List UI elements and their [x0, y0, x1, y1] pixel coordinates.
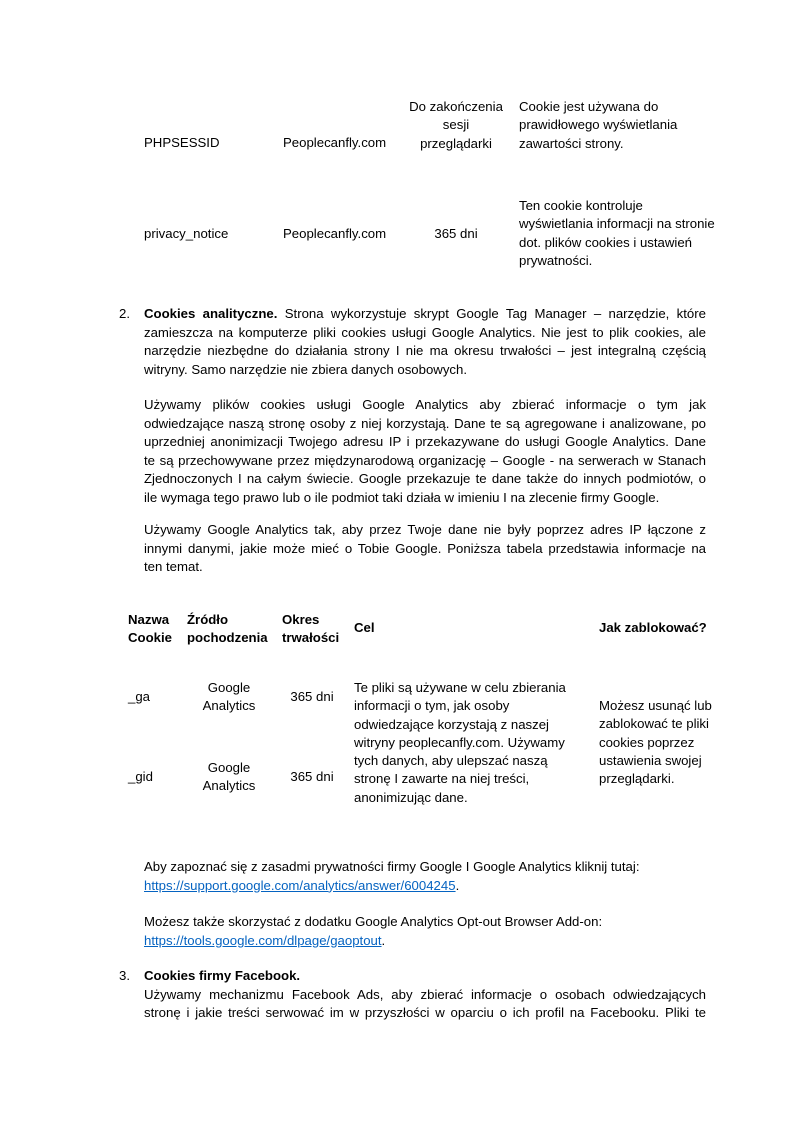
cookie-purpose-cell: Ten cookie kontroluje wyświetlania informacji na stronie dot. plików cookies i ustawień prywatności. [519, 198, 715, 268]
cookie-duration-cell: 365 dni [290, 769, 334, 784]
cookie-duration-cell: Do zakończenia sesji przeglądarki [409, 99, 503, 151]
list-number: 2. [119, 306, 130, 321]
cookie-duration-cell: 365 dni [290, 689, 334, 704]
section-title: Cookies analityczne. [144, 306, 278, 321]
cookie-source-cell: Peoplecanfly.com [283, 226, 387, 241]
analytics-paragraph-3: Używamy Google Analytics tak, aby przez Twoje dane nie były poprzez adres IP łączone z innymi danymi, jakie może mieć o Tobie Google. Poniższa tabela przedstawia informacje na ten temat. [144, 522, 706, 574]
cookie-block-cell: Możesz usunąć lub zablokować te pliki cookies poprzez ustawienia swojej przeglądarki. [599, 698, 712, 787]
optout-text: Możesz także skorzystać z dodatku Google Analytics Opt-out Browser Add-on: [144, 914, 603, 929]
section-title: Cookies firmy Facebook. [144, 968, 301, 983]
cookie-source-cell: Peoplecanfly.com [283, 135, 387, 150]
header-source: Źródło pochodzenia [187, 612, 268, 646]
cookie-purpose-cell: Cookie jest używana do prawidłowego wyświetlania zawartości strony. [519, 99, 678, 151]
list-number: 3. [119, 968, 130, 983]
cookie-name-cell: _ga [128, 689, 151, 704]
analytics-paragraph-2: Używamy plików cookies usługi Google Analytics aby zbierać informacje o tym jak odwiedzające naszą stronę osoby z niej korzystają. Dane te są agregowane i analizowane, po uprzedniej anonimizacji Twojego adresu IP i przekazywane do usługi Google Analytics. Dane te są przechowywane przez międzynarodową organizację – Google - na serwerach w Stanach Zjednoczonych I na całym świecie. Google przekazuje te dane także do innych podmiotów, o ile wymaga tego prawo lub o ile podmiot taki działa w imieniu I na zlecenie firmy Google. [144, 397, 706, 505]
cookie-purpose-cell: Te pliki są używane w celu zbierania informacji o tym, jak osoby odwiedzające korzystają z naszej witryny peoplecanfly.com. Używamy tych danych, aby ulepszać naszą stronę I zawarte na niej treści, anonimizując dane. [354, 680, 566, 805]
facebook-paragraph: Cookies firmy Facebook. Używamy mechanizmu Facebook Ads, aby zbierać informacje o osobach odwiedzających stronę i jakie treści serwować im w przyszłości w oparciu o ich profil na Facebooku. Pliki te [144, 968, 706, 1020]
analytics-paragraph-1: Cookies analityczne. Strona wykorzystuje skrypt Google Tag Manager – narzędzie, które zamieszcza na komputerze pliki cookies usługi Google Analytics. Nie jest to plik cookies, ale narzędzie niezbędne do działania strony I nie ma okresu trwałości – jest integralną częścią witryny. Samo narzędzie nie zbiera danych osobowych. [144, 306, 706, 377]
header-how-to-block: Jak zablokować? [599, 620, 707, 635]
cookie-name-cell: _gid [128, 769, 153, 784]
privacy-text: Aby zapoznać się z zasadmi prywatności firmy Google I Google Analytics kliknij tutaj: [144, 859, 640, 874]
cookie-name-cell: PHPSESSID [144, 135, 220, 150]
ga-optout-link[interactable]: https://tools.google.com/dlpage/gaoptout [144, 932, 382, 948]
cookie-source-cell: Google Analytics [202, 680, 256, 714]
header-duration: Okres trwałości [282, 612, 340, 646]
header-purpose: Cel [354, 620, 375, 635]
google-privacy-link[interactable]: https://support.google.com/analytics/answer/6004245 [144, 877, 456, 893]
cookie-name-cell: privacy_notice [144, 226, 229, 241]
header-cookie-name: Nazwa Cookie [128, 612, 172, 646]
cookie-duration-cell: 365 dni [434, 226, 478, 241]
cookie-source-cell: Google Analytics [202, 760, 256, 794]
